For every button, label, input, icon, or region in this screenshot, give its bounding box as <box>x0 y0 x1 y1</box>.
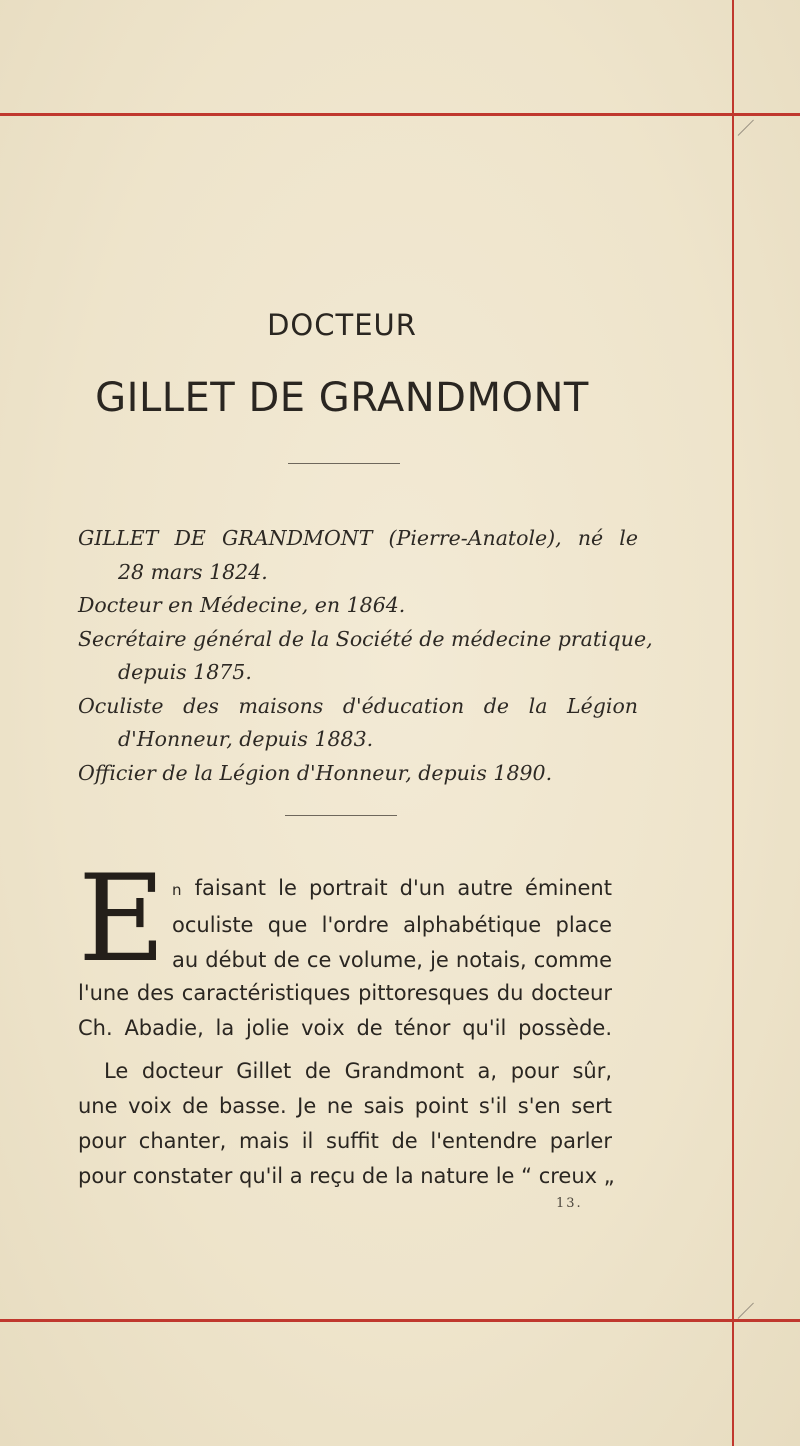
bio-line: Oculiste des maisons d'éducation de la Légion <box>78 693 638 718</box>
bio-line: Docteur en Médecine, en 1864. <box>78 593 406 617</box>
biography-block <box>78 522 653 790</box>
paragraph-line: l'une des caractéristiques pittoresques du docteur <box>78 981 612 1005</box>
bio-line: Officier de la Légion d'Honneur, depuis 1890. <box>78 760 553 785</box>
first-word-smallcaps: n <box>172 881 183 899</box>
paragraph-line: Ch. Abadie, la jolie voix de ténor qu'il possède. <box>78 1016 612 1040</box>
paragraph-1-opening <box>172 871 612 978</box>
heading-title-name: GILLET DE GRANDMONT <box>95 375 589 421</box>
page-number: 13. <box>556 1196 583 1211</box>
top-pencil-tick <box>738 120 754 136</box>
paragraph-line: pour chanter, mais il suffit de l'entendre parler <box>78 1129 612 1153</box>
bottom-pencil-tick <box>738 1303 754 1319</box>
paragraph-line <box>172 871 612 908</box>
top-red-rule <box>0 113 800 116</box>
bottom-red-rule <box>0 1319 800 1322</box>
paragraph-line: une voix de basse. Je ne sais point s'il s'en sert <box>78 1094 612 1118</box>
paragraph-line-text: faisant le portrait d'un autre éminent <box>194 876 612 900</box>
paragraph-line: Le docteur Gillet de Grandmont a, pour sûr, <box>104 1059 612 1083</box>
paragraph-line: oculiste que l'ordre alphabétique place <box>172 913 612 937</box>
heading-title-small: DOCTEUR <box>267 308 417 342</box>
paragraph-line: pour constater qu'il a reçu de la nature le “ creux „ <box>78 1164 615 1188</box>
paragraph-1-continued <box>78 976 612 1046</box>
paragraph-2 <box>78 1054 615 1194</box>
drop-cap-letter: E <box>78 850 166 989</box>
bio-line: d'Honneur, depuis 1883. <box>118 727 374 751</box>
bio-line: GILLET DE GRANDMONT (Pierre-Anatole), né le <box>78 526 638 550</box>
divider-middle <box>285 815 397 816</box>
bio-line: 28 mars 1824. <box>118 559 268 584</box>
paragraph-line: au début de ce volume, je notais, comme <box>172 948 612 972</box>
bio-line: Secrétaire général de la Société de médecine pratique, <box>78 626 653 651</box>
right-red-rule <box>732 0 734 1446</box>
bio-line: depuis 1875. <box>118 660 252 684</box>
divider-top <box>288 463 400 464</box>
